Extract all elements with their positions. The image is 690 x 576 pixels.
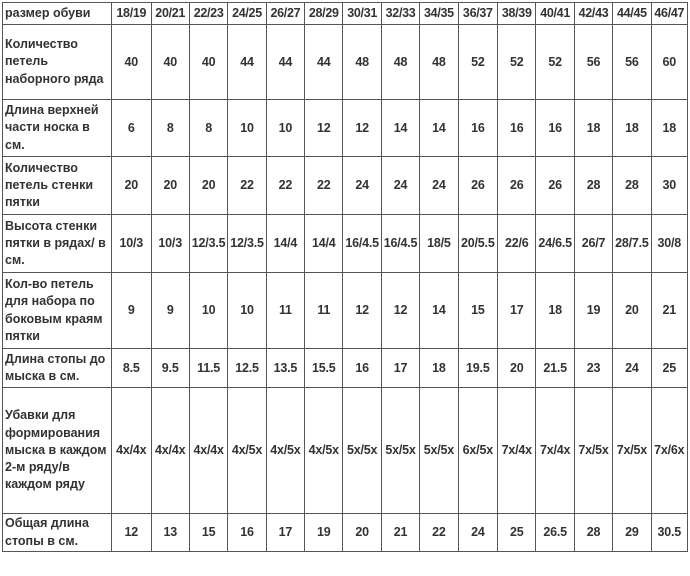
table-cell: 7x/4x: [536, 388, 574, 514]
table-cell: 10/3: [112, 215, 151, 273]
table-cell: 24: [420, 157, 458, 215]
table-cell: 20: [112, 157, 151, 215]
table-cell: 11.5: [189, 349, 227, 388]
table-cell: 4x/4x: [151, 388, 189, 514]
size-header-cell: 18/19: [112, 3, 151, 25]
table-cell: 16: [498, 100, 536, 157]
table-cell: 12.5: [228, 349, 266, 388]
size-header-cell: 32/33: [381, 3, 419, 25]
table-cell: 22/6: [498, 215, 536, 273]
size-header-cell: 30/31: [343, 3, 381, 25]
table-row: [3, 388, 688, 514]
table-cell: 52: [458, 25, 497, 100]
table-cell: 30: [651, 157, 687, 215]
table-cell: 10/3: [151, 215, 189, 273]
row-label: Длина стопы до мыска в см.: [3, 349, 112, 388]
table-cell: 40: [189, 25, 227, 100]
table-cell: 19: [574, 273, 612, 349]
table-cell: 40: [112, 25, 151, 100]
table-cell: 16: [458, 100, 497, 157]
table-cell: 28: [613, 157, 651, 215]
table-cell: 12: [381, 273, 419, 349]
table-cell: 16: [343, 349, 381, 388]
size-header-cell: 20/21: [151, 3, 189, 25]
table-cell: 10: [266, 100, 304, 157]
table-cell: 26/7: [574, 215, 612, 273]
table-cell: 25: [498, 514, 536, 552]
table-cell: 14: [420, 100, 458, 157]
table-cell: 28: [574, 514, 612, 552]
size-header-cell: 24/25: [228, 3, 266, 25]
table-cell: 14: [381, 100, 419, 157]
table-cell: 9.5: [151, 349, 189, 388]
table-cell: 14: [420, 273, 458, 349]
table-cell: 30/8: [651, 215, 687, 273]
table-cell: 52: [536, 25, 574, 100]
table-cell: 14/4: [305, 215, 343, 273]
table-cell: 12/3.5: [228, 215, 266, 273]
table-cell: 22: [228, 157, 266, 215]
table-row: [3, 100, 688, 157]
table-body: [3, 3, 688, 552]
table-cell: 28/7.5: [613, 215, 651, 273]
table-cell: 9: [151, 273, 189, 349]
table-cell: 26: [458, 157, 497, 215]
row-label: Убавки для формирования мыска в каждом 2-м ряду/в каждом ряду: [3, 388, 112, 514]
table-cell: 48: [420, 25, 458, 100]
table-cell: 20: [151, 157, 189, 215]
table-cell: 20: [189, 157, 227, 215]
row-label: Высота стенки пятки в рядах/ в см.: [3, 215, 112, 273]
row-label: Количество петель наборного ряда: [3, 25, 112, 100]
table-cell: 26.5: [536, 514, 574, 552]
header-row: [3, 3, 688, 25]
table-cell: 8: [189, 100, 227, 157]
size-header-cell: 40/41: [536, 3, 574, 25]
table-cell: 14/4: [266, 215, 304, 273]
table-cell: 11: [266, 273, 304, 349]
table-cell: 24: [458, 514, 497, 552]
table-cell: 4x/4x: [112, 388, 151, 514]
table-cell: 56: [613, 25, 651, 100]
table-row: [3, 157, 688, 215]
table-row: [3, 349, 688, 388]
sock-size-table: [2, 2, 688, 552]
table-cell: 18: [651, 100, 687, 157]
table-cell: 21: [381, 514, 419, 552]
table-cell: 16/4.5: [381, 215, 419, 273]
table-cell: 9: [112, 273, 151, 349]
table-row: [3, 25, 688, 100]
table-cell: 12: [112, 514, 151, 552]
row-label: Количество петель стенки пятки: [3, 157, 112, 215]
table-cell: 20: [613, 273, 651, 349]
table-cell: 15: [189, 514, 227, 552]
table-cell: 18/5: [420, 215, 458, 273]
table-cell: 30.5: [651, 514, 687, 552]
table-cell: 44: [228, 25, 266, 100]
table-row: [3, 273, 688, 349]
table-cell: 10: [228, 273, 266, 349]
table-cell: 18: [574, 100, 612, 157]
table-cell: 5x/5x: [381, 388, 419, 514]
table-cell: 5x/5x: [343, 388, 381, 514]
table-cell: 7x/4x: [498, 388, 536, 514]
table-cell: 52: [498, 25, 536, 100]
table-cell: 22: [305, 157, 343, 215]
table-cell: 28: [574, 157, 612, 215]
table-cell: 21: [651, 273, 687, 349]
table-cell: 26: [536, 157, 574, 215]
table-cell: 16/4.5: [343, 215, 381, 273]
table-cell: 19: [305, 514, 343, 552]
table-cell: 19.5: [458, 349, 497, 388]
table-cell: 60: [651, 25, 687, 100]
table-cell: 16: [536, 100, 574, 157]
table-cell: 13.5: [266, 349, 304, 388]
table-cell: 7x/5x: [613, 388, 651, 514]
table-cell: 12: [343, 100, 381, 157]
table-cell: 18: [536, 273, 574, 349]
table-cell: 22: [266, 157, 304, 215]
table-cell: 24: [381, 157, 419, 215]
table-cell: 23: [574, 349, 612, 388]
table-cell: 44: [266, 25, 304, 100]
table-cell: 40: [151, 25, 189, 100]
table-row: [3, 215, 688, 273]
table-cell: 20: [343, 514, 381, 552]
table-cell: 20: [498, 349, 536, 388]
row-label: Кол-во петель для набора по боковым краям пятки: [3, 273, 112, 349]
table-cell: 16: [228, 514, 266, 552]
table-cell: 8.5: [112, 349, 151, 388]
table-cell: 4x/5x: [228, 388, 266, 514]
table-cell: 20/5.5: [458, 215, 497, 273]
size-header-cell: 42/43: [574, 3, 612, 25]
table-cell: 29: [613, 514, 651, 552]
table-cell: 22: [420, 514, 458, 552]
table-cell: 4x/4x: [189, 388, 227, 514]
table-cell: 56: [574, 25, 612, 100]
table-cell: 12/3.5: [189, 215, 227, 273]
table-cell: 24: [343, 157, 381, 215]
row-label: Длина верхней части носка в см.: [3, 100, 112, 157]
table-cell: 18: [613, 100, 651, 157]
table-cell: 6: [112, 100, 151, 157]
size-header-cell: 38/39: [498, 3, 536, 25]
table-cell: 4x/5x: [305, 388, 343, 514]
table-cell: 26: [498, 157, 536, 215]
table-cell: 11: [305, 273, 343, 349]
corner-label: размер обуви: [3, 3, 112, 25]
table-cell: 44: [305, 25, 343, 100]
table-cell: 17: [266, 514, 304, 552]
table-cell: 10: [189, 273, 227, 349]
table-cell: 48: [381, 25, 419, 100]
table-cell: 24/6.5: [536, 215, 574, 273]
table-row: [3, 514, 688, 552]
size-header-cell: 26/27: [266, 3, 304, 25]
table-cell: 13: [151, 514, 189, 552]
table-cell: 15.5: [305, 349, 343, 388]
table-cell: 7x/6x: [651, 388, 687, 514]
table-cell: 24: [613, 349, 651, 388]
table-cell: 17: [381, 349, 419, 388]
table-cell: 6x/5x: [458, 388, 497, 514]
table-cell: 12: [343, 273, 381, 349]
table-cell: 18: [420, 349, 458, 388]
size-header-cell: 28/29: [305, 3, 343, 25]
row-label: Общая длина стопы в см.: [3, 514, 112, 552]
table-cell: 12: [305, 100, 343, 157]
table-cell: 7x/5x: [574, 388, 612, 514]
table-cell: 8: [151, 100, 189, 157]
table-cell: 21.5: [536, 349, 574, 388]
size-header-cell: 22/23: [189, 3, 227, 25]
table-cell: 5x/5x: [420, 388, 458, 514]
table-cell: 4x/5x: [266, 388, 304, 514]
table-cell: 48: [343, 25, 381, 100]
size-header-cell: 36/37: [458, 3, 497, 25]
table-cell: 15: [458, 273, 497, 349]
table-cell: 17: [498, 273, 536, 349]
table-cell: 25: [651, 349, 687, 388]
size-header-cell: 44/45: [613, 3, 651, 25]
table-cell: 10: [228, 100, 266, 157]
size-header-cell: 46/47: [651, 3, 687, 25]
size-header-cell: 34/35: [420, 3, 458, 25]
